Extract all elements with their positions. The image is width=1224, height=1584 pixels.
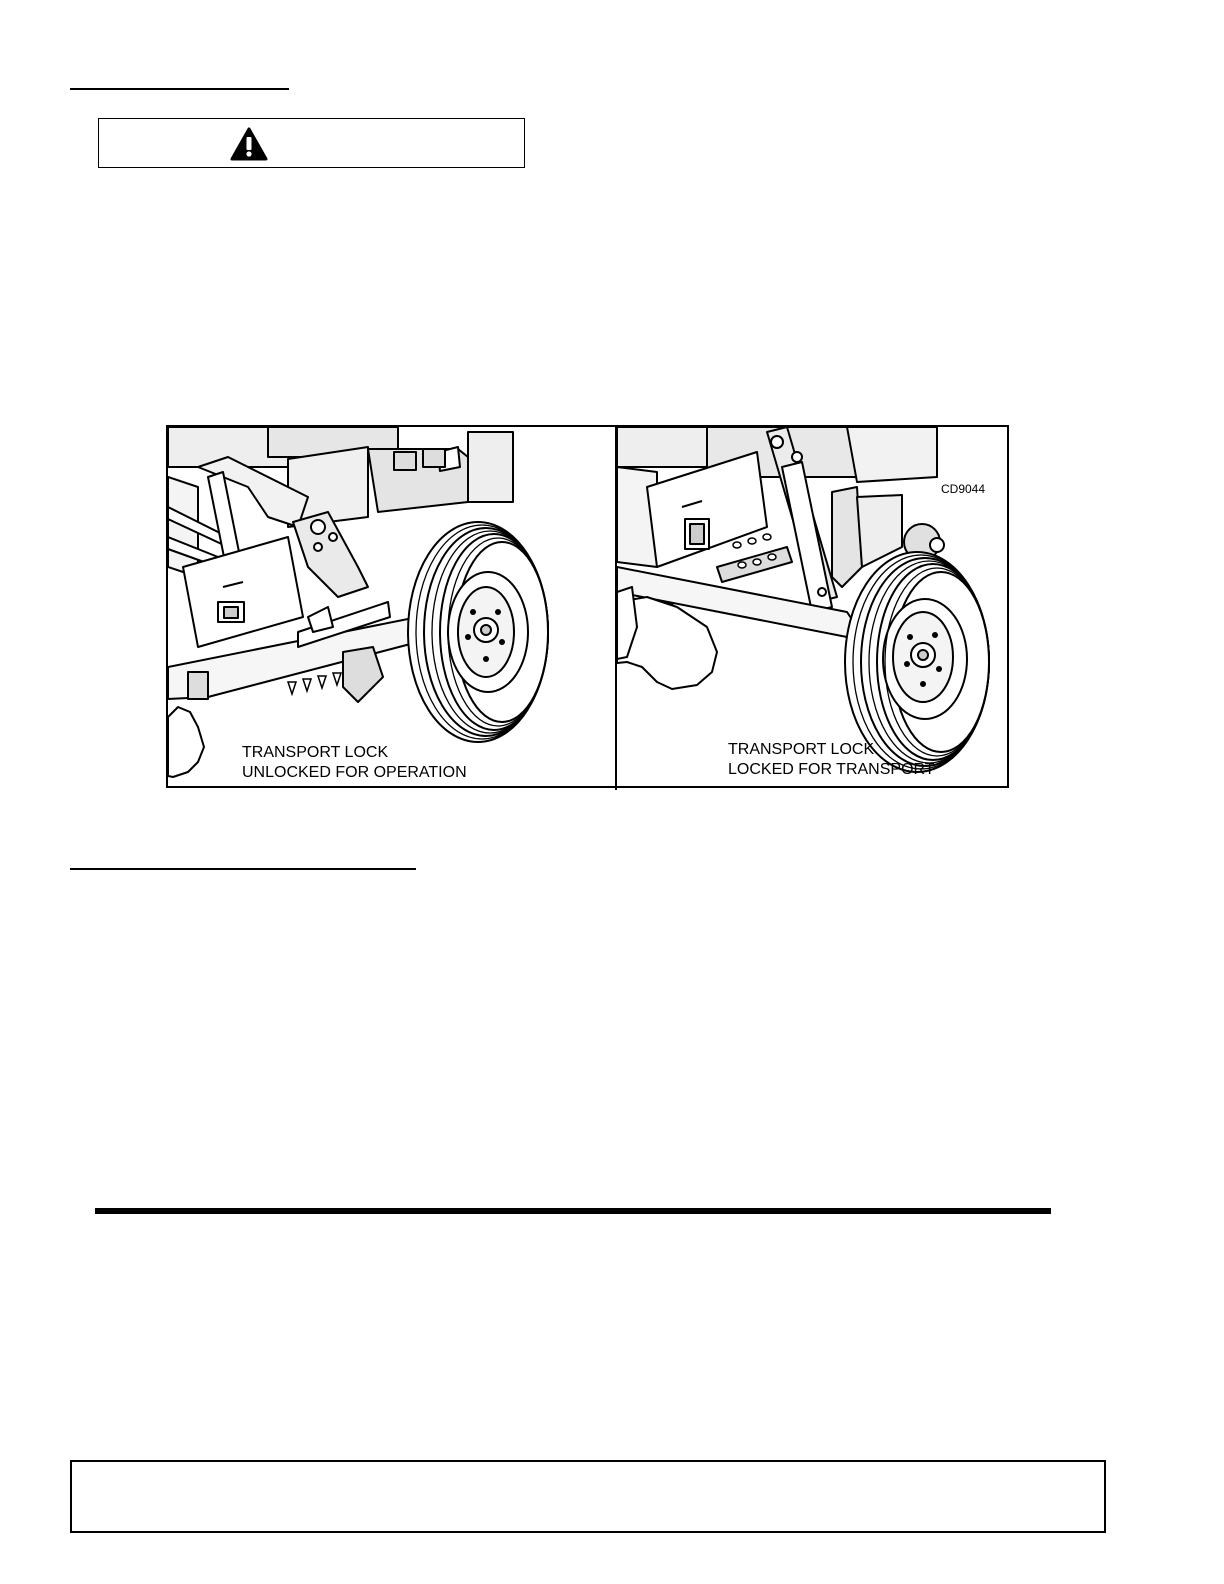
left-caption bbox=[242, 743, 467, 783]
section-divider-rule bbox=[95, 1208, 1051, 1214]
unlocked-illustration bbox=[168, 427, 615, 786]
right-caption-line2: LOCKED FOR TRANSPORT bbox=[728, 761, 935, 778]
right-caption bbox=[728, 740, 935, 780]
footer-box bbox=[70, 1460, 1106, 1533]
right-caption-line1: TRANSPORT LOCK bbox=[728, 741, 875, 758]
figure-code: CD9044 bbox=[941, 482, 986, 496]
section-heading-underline-2 bbox=[70, 868, 416, 870]
transport-lock-figure bbox=[166, 425, 1009, 788]
warning-triangle-icon bbox=[230, 127, 268, 161]
warning-box bbox=[98, 118, 525, 168]
left-caption-line1: TRANSPORT LOCK bbox=[242, 744, 389, 761]
figure-panel-unlocked bbox=[168, 427, 615, 786]
locked-illustration bbox=[617, 427, 1007, 786]
figure-panel-locked bbox=[617, 427, 1007, 786]
section-heading-underline bbox=[70, 88, 289, 90]
left-caption-line2: UNLOCKED FOR OPERATION bbox=[242, 764, 467, 781]
